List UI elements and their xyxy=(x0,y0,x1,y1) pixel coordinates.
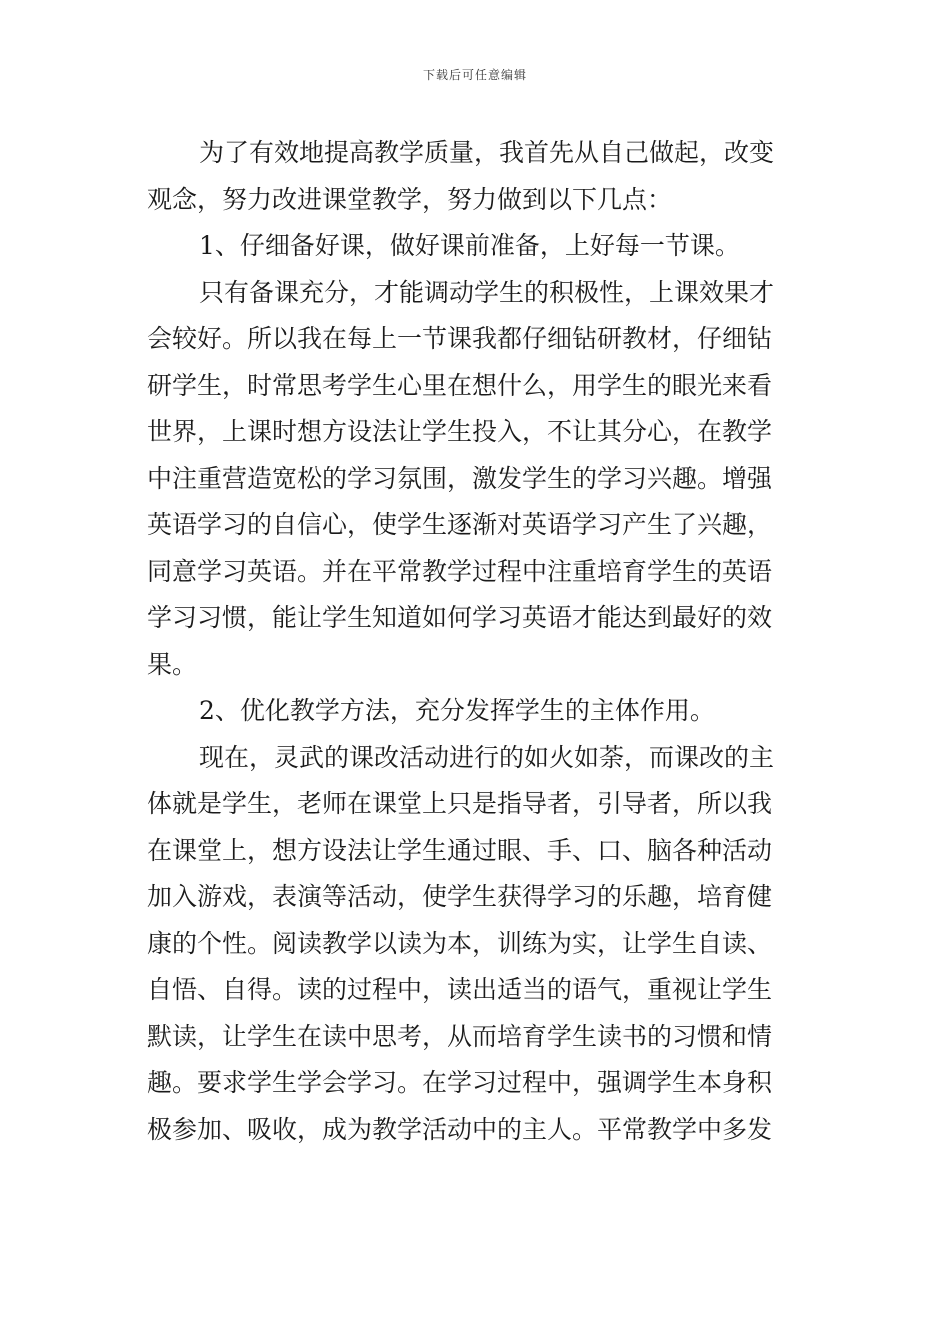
text-line: 只有备课充分，才能调动学生的积极性，上课效果才 xyxy=(199,277,775,307)
text-line: 观念，努力改进课堂教学，努力做到以下几点： xyxy=(147,184,673,214)
text-line: 康的个性。阅读教学以读为本，训练为实，让学生自读、 xyxy=(147,928,773,958)
text-line: 为了有效地提高教学质量，我首先从自己做起，改变 xyxy=(199,138,775,167)
text-line: 研学生，时常思考学生心里在想什么，用学生的眼光来看 xyxy=(147,370,773,400)
text-line: 现在，灵武的课改活动进行的如火如荼，而课改的主 xyxy=(199,742,775,772)
text-line: 英语学习的自信心，使学生逐渐对英语学习产生了兴趣， xyxy=(147,510,773,539)
text-line: 2、优化教学方法，充分发挥学生的主体作用。 xyxy=(199,696,715,725)
text-line: 果。 xyxy=(147,649,198,679)
text-line: 自悟、自得。读的过程中，读出适当的语气，重视让学生 xyxy=(147,975,773,1004)
text-line: 在课堂上，想方设法让学生通过眼、手、口、脑各种活动 xyxy=(147,835,773,865)
text-line: 会较好。所以我在每上一节课我都仔细钻研教材，仔细钻 xyxy=(147,324,773,353)
text-line: 学习习惯，能让学生知道如何学习英语才能达到最好的效 xyxy=(147,603,773,632)
text-line: 1、仔细备好课，做好课前准备，上好每一节课。 xyxy=(199,231,740,260)
page-header: 下载后可任意编辑 xyxy=(422,68,527,82)
text-line: 同意学习英语。并在平常教学过程中注重培育学生的英语 xyxy=(147,556,773,586)
text-line: 极参加、吸收，成为教学活动中的主人。平常教学中多发 xyxy=(147,1114,773,1144)
text-line: 趣。要求学生学会学习。在学习过程中，强调学生本身积 xyxy=(147,1068,773,1097)
text-line: 体就是学生，老师在课堂上只是指导者，引导者，所以我 xyxy=(147,789,773,818)
text-line: 加入游戏，表演等活动，使学生获得学习的乐趣，培育健 xyxy=(147,882,773,911)
text-line: 世界，上课时想方设法让学生投入，不让其分心，在教学 xyxy=(147,417,773,446)
text-line: 中注重营造宽松的学习氛围，激发学生的学习兴趣。增强 xyxy=(147,463,773,493)
body-text xyxy=(147,130,807,1153)
text-line: 默读，让学生在读中思考，从而培育学生读书的习惯和情 xyxy=(147,1021,773,1051)
